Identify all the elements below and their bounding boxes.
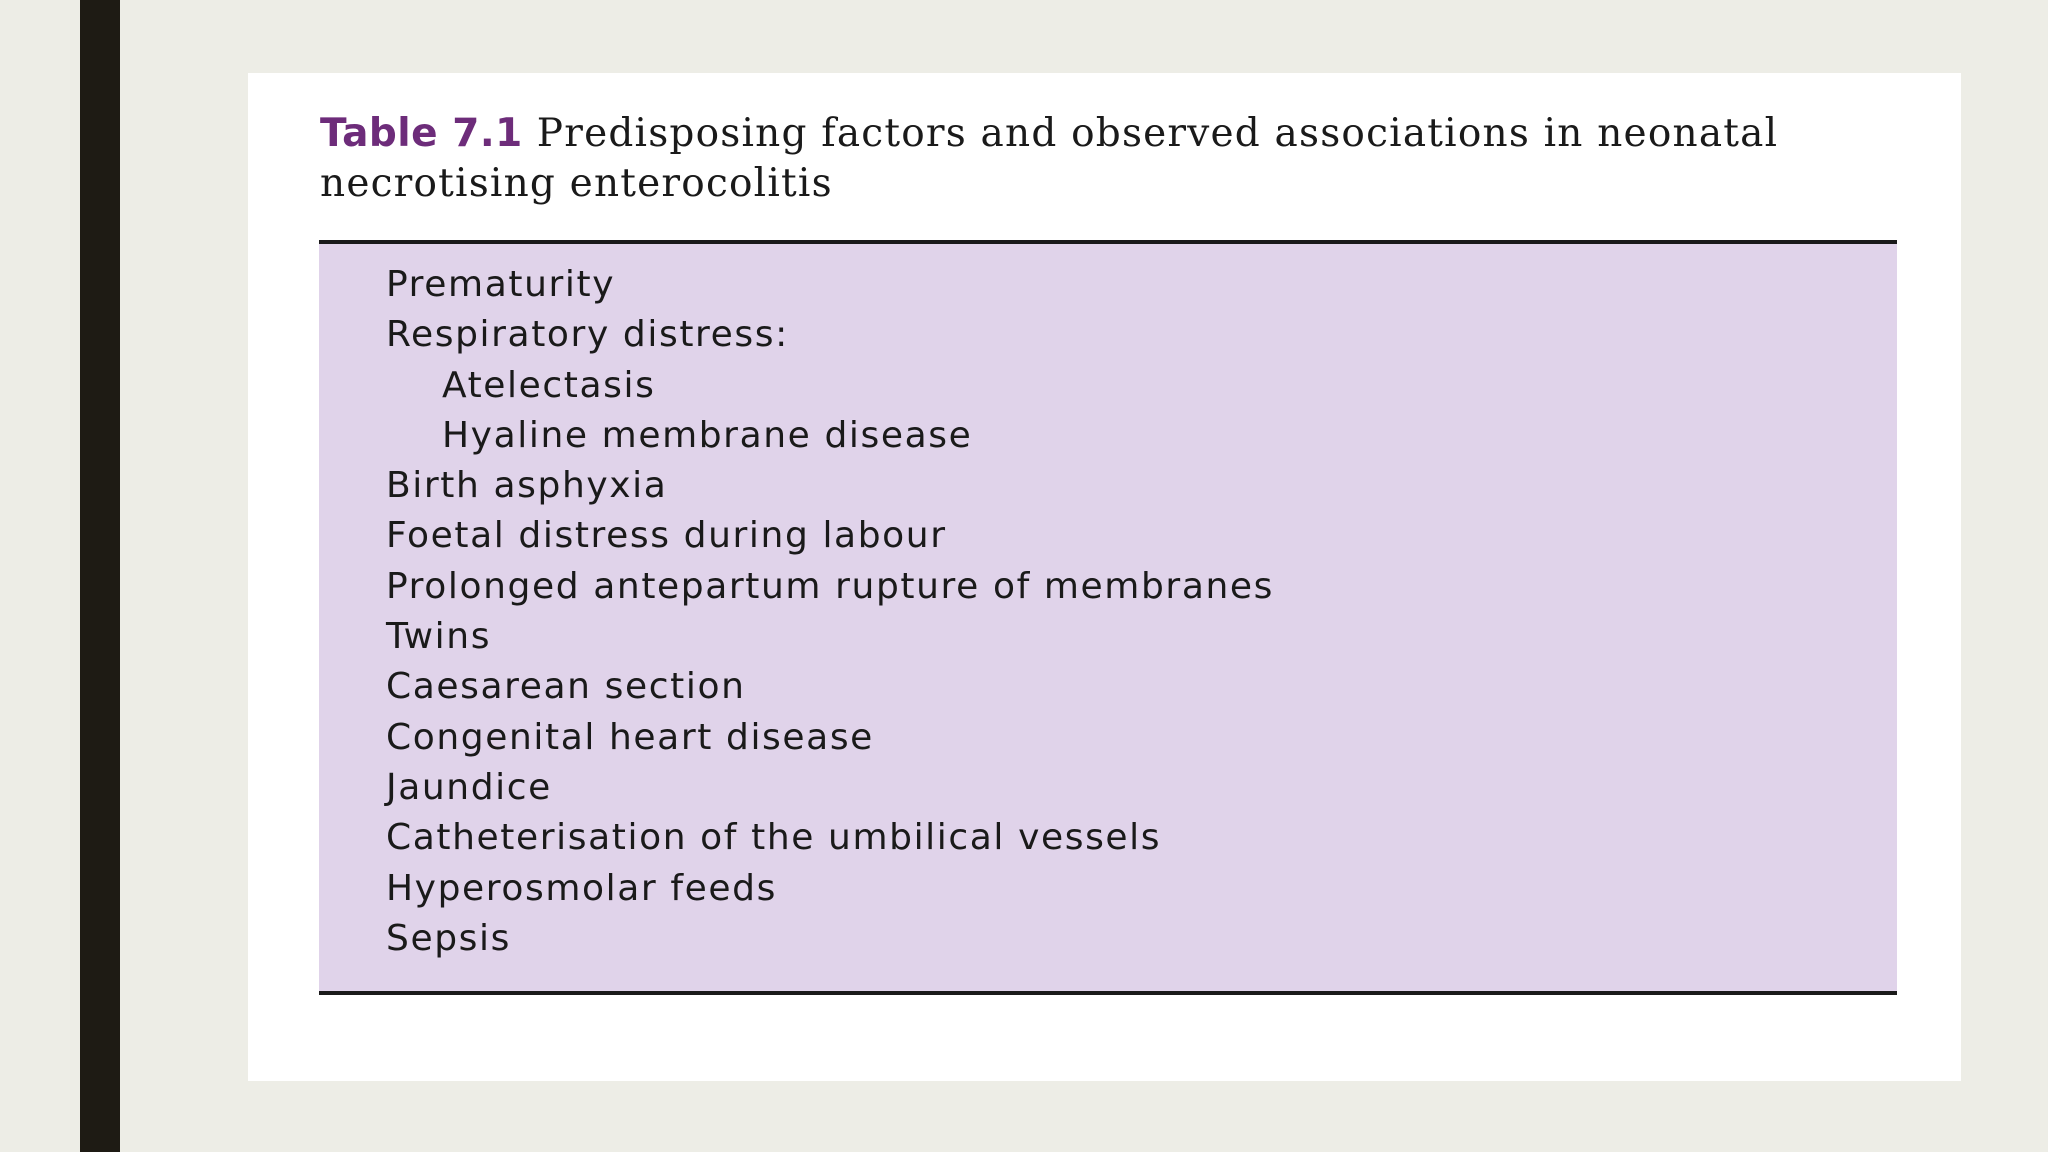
list-item: Atelectasis [442,364,656,406]
table-body [319,240,1897,995]
list-item: Birth asphyxia [386,465,668,507]
list-item: Hyperosmolar feeds [386,867,777,909]
list-item: Congenital heart disease [386,716,874,758]
list-item: Foetal distress during labour [386,515,947,557]
list-item: Hyaline membrane disease [442,414,973,456]
list-item: Jaundice [386,766,552,808]
table-caption [320,109,1920,209]
list-item: Prematurity [386,264,616,305]
table-label: Table 7.1 [320,111,523,156]
slide-left-bar [80,0,120,1152]
list-item: Respiratory distress: [386,314,789,356]
list-item: Sepsis [386,917,511,959]
list-item: Prolonged antepartum rupture of membranes [386,565,1275,607]
factor-list [386,260,1274,964]
slide-card [248,73,1961,1081]
list-item: Catheterisation of the umbilical vessels [386,817,1162,859]
table-title: Predisposing factors and observed associations in neonatal necrotising enterocolitis [320,111,1779,206]
list-item: Caesarean section [386,666,746,708]
list-item: Twins [386,616,492,658]
